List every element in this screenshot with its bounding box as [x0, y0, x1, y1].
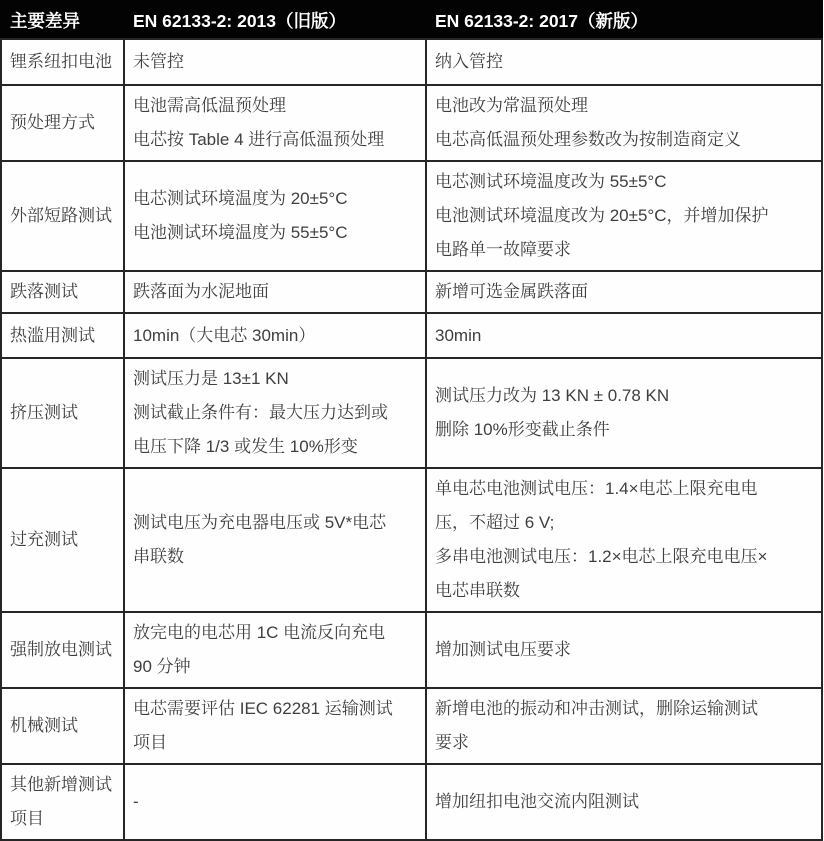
cell-old: [124, 39, 426, 85]
cell-line: 压，不超过 6 V;: [435, 513, 555, 532]
cell-new: [426, 271, 822, 313]
table-row-coin-cell: [1, 39, 822, 85]
cell-line: 电芯按 Table 4 进行高低温预处理: [133, 130, 385, 149]
cell-new: [426, 358, 822, 468]
cell-old: [124, 468, 426, 612]
table-row-preconditioning: [1, 85, 822, 161]
col-header-new-standard: EN 62133-2: 2017（新版）: [426, 1, 822, 39]
cell-line: 锂系纽扣电池: [10, 52, 112, 71]
row-label: [1, 688, 124, 764]
cell-line: 跌落测试: [10, 282, 78, 301]
cell-line: 挤压测试: [10, 403, 78, 422]
table-row-external-short: [1, 161, 822, 271]
cell-line: 测试电压为充电器电压或 5V*电芯: [133, 513, 387, 532]
cell-line: 电路单一故障要求: [435, 240, 571, 259]
cell-line: 30min: [435, 325, 482, 345]
cell-line: 10min（大电芯 30min）: [133, 325, 316, 345]
cell-line: 外部短路测试: [10, 206, 112, 225]
cell-line: 要求: [435, 733, 469, 752]
row-label: [1, 313, 124, 358]
cell-new: [426, 764, 822, 840]
cell-new: [426, 39, 822, 85]
cell-line: 新增电池的振动和冲击测试，删除运输测试: [435, 699, 758, 718]
cell-old: [124, 764, 426, 840]
row-label: [1, 612, 124, 688]
table-row-thermal-abuse: [1, 313, 822, 358]
cell-line: 放完电的电芯用 1C 电流反向充电: [133, 623, 386, 642]
cell-line: 删除 10%形变截止条件: [435, 420, 610, 439]
cell-line: 电芯高低温预处理参数改为按制造商定义: [435, 130, 741, 149]
cell-line: 预处理方式: [10, 113, 95, 132]
cell-line: 跌落面为水泥地面: [133, 282, 269, 301]
cell-line: 其他新增测试项目: [10, 775, 112, 828]
row-label: [1, 358, 124, 468]
cell-old: [124, 271, 426, 313]
cell-line: 单电芯电池测试电压：1.4×电芯上限充电电: [435, 479, 758, 498]
cell-line: 测试压力是 13±1 KN: [133, 369, 289, 388]
cell-line: 电芯需要评估 IEC 62281 运输测试: [133, 699, 393, 718]
cell-line: 电芯测试环境温度改为 55±5°C: [435, 172, 667, 191]
cell-new: [426, 468, 822, 612]
cell-line: 过充测试: [10, 530, 78, 549]
cell-line: 增加纽扣电池交流内阻测试: [435, 792, 639, 811]
cell-line: 电池测试环境温度改为 20±5°C，并增加保护: [435, 206, 769, 225]
header-row: [1, 1, 822, 39]
row-label: [1, 764, 124, 840]
cell-new: [426, 161, 822, 271]
cell-new: [426, 313, 822, 358]
cell-line: 热滥用测试: [10, 325, 95, 345]
cell-line: 机械测试: [10, 716, 78, 735]
cell-line: 90 分钟: [133, 657, 191, 676]
table-row-crush-test: [1, 358, 822, 468]
table-row-forced-discharge: [1, 612, 822, 688]
cell-line: 电池需高低温预处理: [133, 96, 286, 115]
cell-old: [124, 161, 426, 271]
cell-line: -: [133, 792, 139, 811]
col-header-old-standard: EN 62133-2: 2013（旧版）: [124, 1, 426, 39]
cell-line: 测试截止条件有：最大压力达到或: [133, 403, 388, 422]
table-row-overcharge-test: [1, 468, 822, 612]
cell-line: 电芯测试环境温度为 20±5°C: [133, 189, 348, 208]
cell-line: 多串电池测试电压：1.2×电芯上限充电电压×: [435, 547, 768, 566]
cell-new: [426, 85, 822, 161]
col-header-diff: 主要差异: [1, 1, 124, 39]
table-row-drop-test: [1, 271, 822, 313]
cell-line: 未管控: [133, 52, 184, 71]
cell-line: 纳入管控: [435, 52, 503, 71]
cell-old: [124, 358, 426, 468]
row-label: [1, 468, 124, 612]
cell-old: [124, 688, 426, 764]
table-row-mechanical-test: [1, 688, 822, 764]
cell-old: [124, 612, 426, 688]
cell-line: 强制放电测试: [10, 640, 112, 659]
row-label: [1, 39, 124, 85]
row-label: [1, 85, 124, 161]
row-label: [1, 161, 124, 271]
cell-line: 电池改为常温预处理: [435, 96, 588, 115]
cell-new: [426, 688, 822, 764]
cell-line: 项目: [133, 733, 167, 752]
cell-new: [426, 612, 822, 688]
cell-line: 串联数: [133, 547, 184, 566]
table-row-other-new-tests: [1, 764, 822, 840]
cell-line: 电压下降 1/3 或发生 10%形变: [133, 437, 358, 456]
cell-old: [124, 313, 426, 358]
cell-line: 新增可选金属跌落面: [435, 282, 588, 301]
cell-line: 增加测试电压要求: [435, 640, 571, 659]
cell-line: 电池测试环境温度为 55±5°C: [133, 223, 348, 242]
row-label: [1, 271, 124, 313]
cell-old: [124, 85, 426, 161]
cell-line: 测试压力改为 13 KN ± 0.78 KN: [435, 386, 670, 405]
cell-line: 电芯串联数: [435, 581, 520, 600]
